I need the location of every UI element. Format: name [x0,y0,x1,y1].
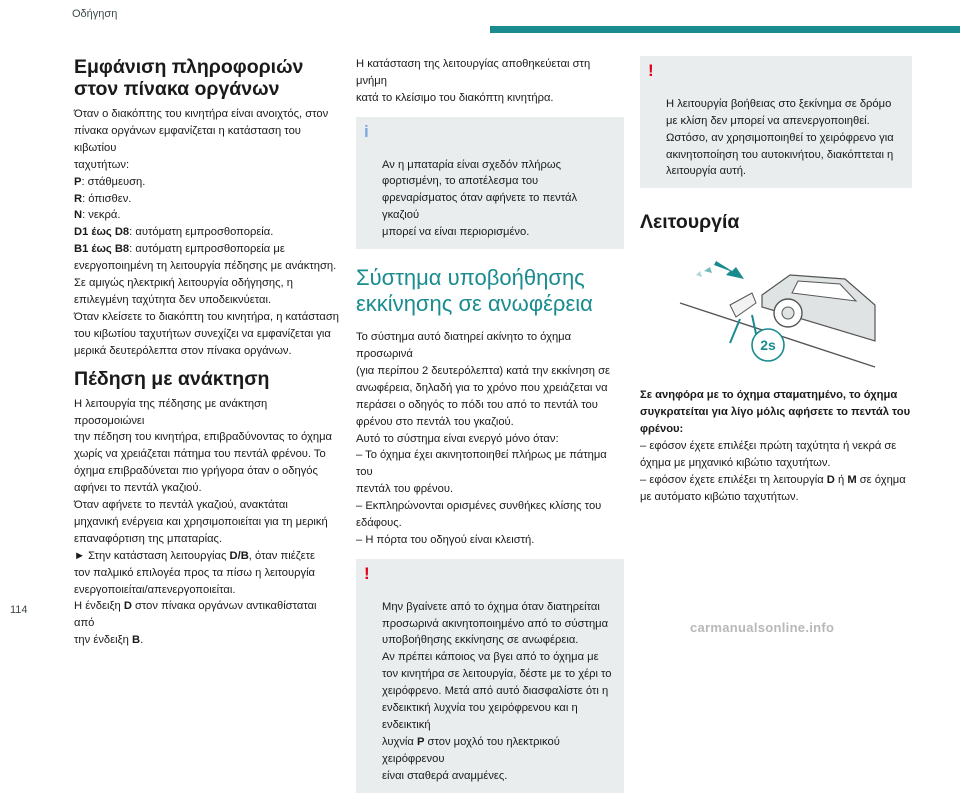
gear-item-d: D1 έως D8: αυτόματη εμπροσθοπορεία. [74,226,274,239]
display-after-text: Σε αμιγώς ηλεκτρική λειτουργία οδήγησης, η επιλεγμένη ταχύτητα δεν υποδεικνύεται. Όταν κλείσετε το διακόπτη του κινητήρα, η κατάσταση του κιβωτίου ταχυτήτων συνεχίζει να εμφανίζεται για μερικά δευτερόλεπτα στον πίνακα οργάνων. [74,277,339,357]
info-note-text: Αν η μπαταρία είναι σχεδόν πλήρως φορτισμένη, το αποτέλεσμα του φρεναρίσματος όταν αφήνετε το πεντάλ γκαζιού μπορεί να είναι περιορισμένο. [382,158,578,239]
memory-text: Η κατάσταση της λειτουργίας αποθηκεύεται στη μνήμη κατά το κλείσιμο του διακόπτη κινητήρα. [356,58,591,104]
section-title-regen-braking: Πέδηση με ανάκτηση [74,367,270,390]
regen-text: Η λειτουργία της πέδησης με ανάκτηση προσομοιώνει την πέδηση του κινητήρα, επιβραδύνοντας το όχημα χωρίς να χρειάζεται πάτημα του πεντάλ φρένου. Το όχημα επιβραδύνεται πιο γρήγορα όταν ο οδηγός αφήνει το πεντάλ γκαζιού. Όταν αφήνετε το πεντάλ γκαζιού, ανακτάται μηχανική ενέργεια και χρησιμοποιείται για τη μερική επαναφόρτιση της μπαταρίας. [74,397,332,545]
warning-note-cannot-disable [640,56,912,188]
page-number: 114 [10,604,28,616]
hill-start-body: Το σύστημα αυτό διατηρεί ακίνητο το όχημα προσωρινά (για περίπου 2 δευτερόλεπτα) κατά την εκκίνηση σε ανωφέρεια, δηλαδή για το χρόνο που χρειάζεται να περάσει ο οδηγός το πόδι του από το πεντάλ του φρένου στο πεντάλ του γκαζιού. Αυτό το σύστημα είναι ενεργό μόνο όταν: – Το όχημα έχει ακινητοποιηθεί πλήρως με πάτημα του πεντάλ του φρένου. – Εκπληρώνονται ορισμένες συνθήκες κλίσης του εδάφους. – Η πόρτα του οδηγού είναι κλειστή. [356,331,610,546]
info-note-battery [356,117,624,249]
section-title-display-info: Εμφάνιση πληροφοριών στον πίνακα οργάνων [74,56,304,100]
gear-item-n: N: νεκρά. [74,209,121,222]
column-1 [74,56,339,649]
warning-note-text: Η λειτουργία βοήθειας στο ξεκίνημα σε δρόμο με κλίση δεν μπορεί να απενεργοποιηθεί. Ωστόσο, αν χρησιμοποιηθεί το χειρόφρενο για ακινητοποίηση του αυτοκινήτου, διακόπτεται η λειτουργία αυτή. [666,97,894,178]
watermark: carmanualsonline.info [690,620,835,635]
warning-icon: ! [648,61,654,80]
timer-badge-label: 2s [760,337,776,354]
warning-icon: ! [364,563,370,583]
warning-note-text: Μην βγαίνετε από το όχημα όταν διατηρείται προσωρινά ακινητοποιημένο από το σύστημα υποβοήθησης εκκίνησης σε ανωφέρεια. Αν πρέπει κάποιος να βγει από το όχημα με τον κινητήρα σε λειτουργία, δέστε με το χέρι το χειρόφρενο. Μετά από αυτό διασφαλίστε ότι η ενδεικτική λυχνία του χειρόφρενου και η ενδεικτική λυχνία P στον μοχλό του ηλεκτρικού χειρόφρενου είναι σταθερά αναμμένες. [382,600,612,782]
hill-start-illustration [670,245,880,375]
header-section-label: Οδήγηση [72,8,118,20]
column-2 [356,56,624,807]
gear-item-r: R: όπισθεν. [74,192,132,205]
gear-state-list [74,174,339,275]
operation-bullet-auto: – εφόσον έχετε επιλέξει τη λειτουργία D ή M σε όχημα με αυτόματο κιβώτιο ταχυτήτων. [640,473,906,503]
operation-caption: Σε ανηφόρα με το όχημα σταματημένο, το όχημα συγκρατείται για λίγο μόλις αφήσετε το πεντάλ του φρένου: [640,389,911,436]
warning-note-leave-vehicle [356,559,624,793]
gear-item-b: B1 έως B8: αυτόματη εμπροσθοπορεία με ενεργοποιημένη τη λειτουργία πέδησης με ανάκτηση. [74,243,337,273]
regen-indicator-text: Η ένδειξη D στον πίνακα οργάνων αντικαθίσταται από την ένδειξη B. [74,600,317,647]
section-title-hill-start: Σύστημα υποβοήθησης εκκίνησης σε ανωφέρεια [356,265,593,317]
regen-step: ► Στην κατάσταση λειτουργίας D/B, όταν πιέζετε τον παλμικό επιλογέα προς τα πίσω η λειτουργία ενεργοποιείται/απενεργοποιείται. [74,549,316,596]
info-icon: i [364,121,369,141]
gear-item-p: P: στάθμευση. [74,175,146,188]
section-title-operation: Λειτουργία [640,211,740,234]
operation-bullet-manual: – εφόσον έχετε επιλέξει πρώτη ταχύτητα ή νεκρά σε όχημα με μηχανικό κιβώτιο ταχυτήτων. [640,439,897,469]
header-accent-bar [490,26,960,33]
display-intro: Όταν ο διακόπτης του κινητήρα είναι ανοιχτός, στον πίνακα οργάνων εμφανίζεται η κατάσταση του κιβωτίου ταχυτήτων: [74,108,329,171]
column-3 [640,56,912,506]
